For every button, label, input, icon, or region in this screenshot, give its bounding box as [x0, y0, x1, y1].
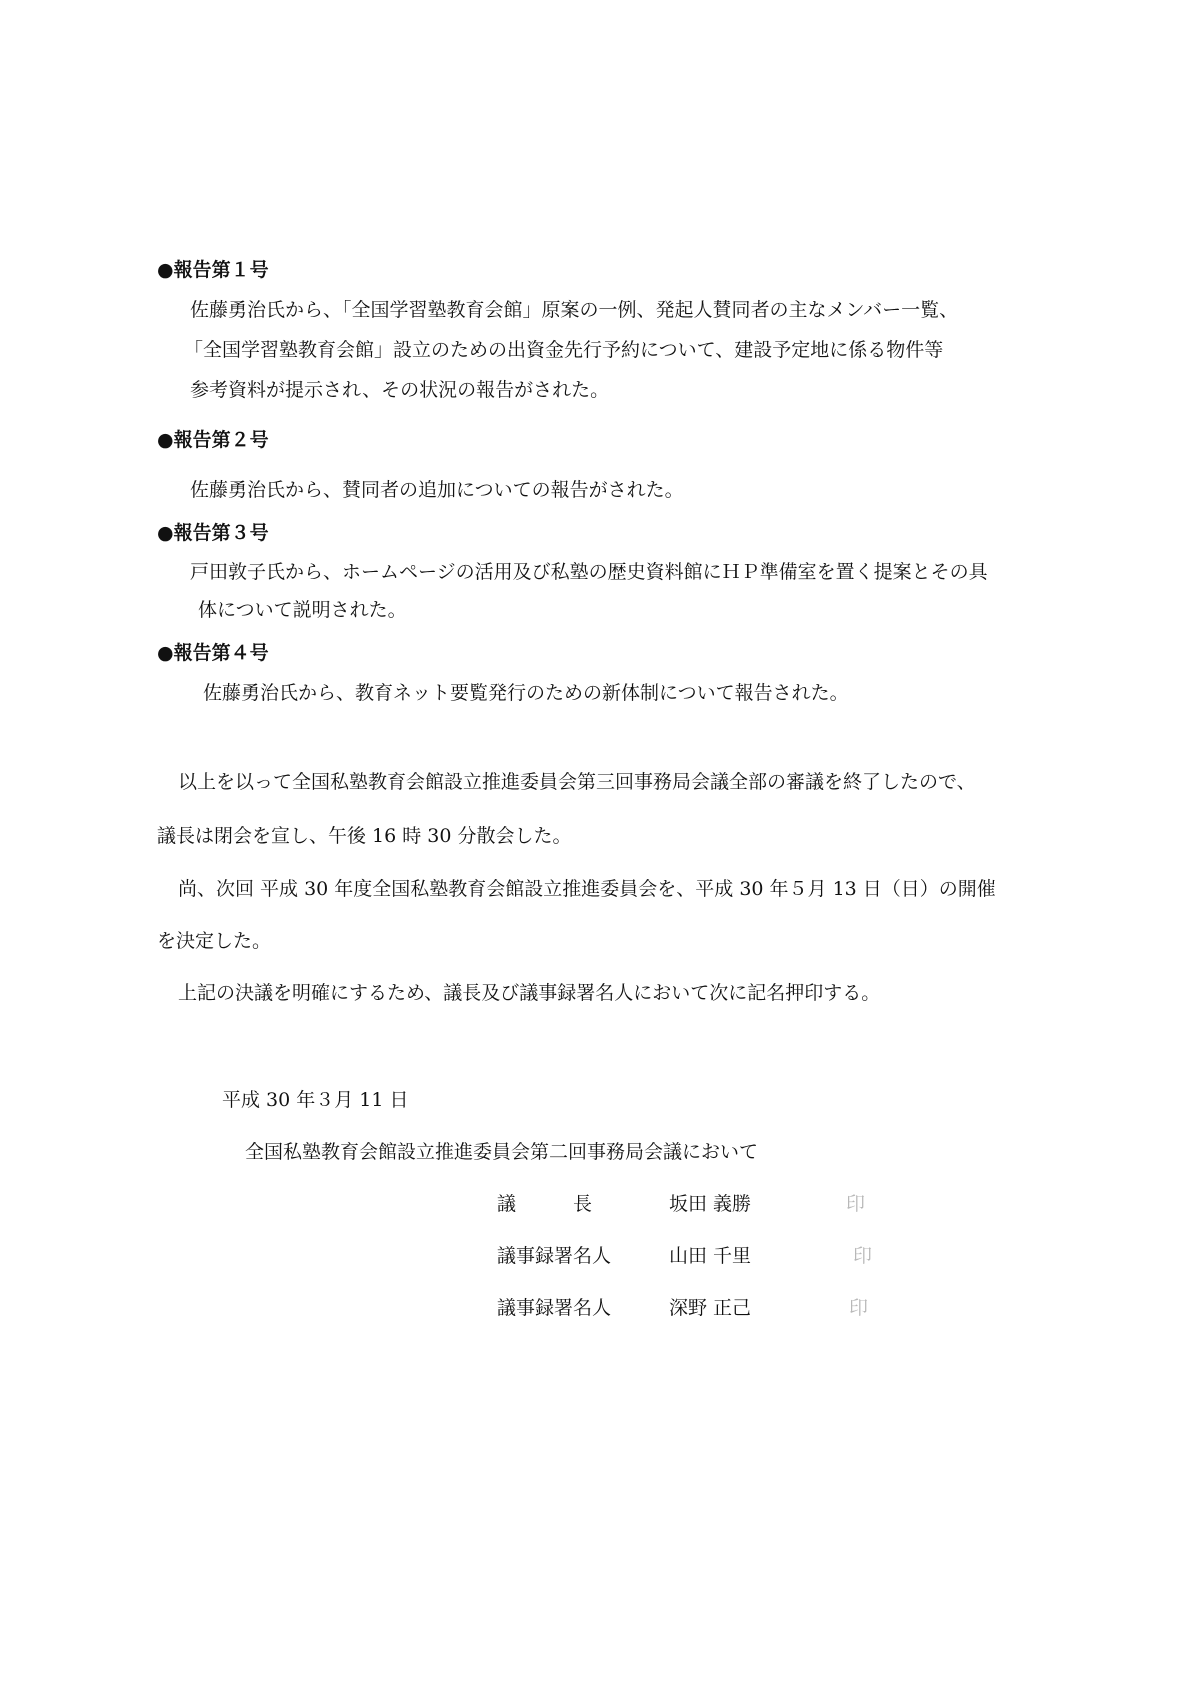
closing-line-1: 以上を以って全国私塾教育会館設立推進委員会第三回事務局会議全部の審議を終了したので、: [178, 771, 976, 793]
closing-line-3: 尚、次回 平成 30 年度全国私塾教育会館設立推進委員会を、平成 30 年５月 13 日（日）の開催: [178, 878, 996, 900]
report-1-line-1: 佐藤勇治氏から、「全国学習塾教育会館」原案の一例、発起人賛同者の主なメンバー一覧、: [190, 299, 959, 321]
report-2-line-1: 佐藤勇治氏から、賛同者の追加についての報告がされた。: [190, 479, 684, 501]
report-3-line-1: 戸田敦子氏から、ホームページの活用及び私塾の歴史資料館にＨＰ準備室を置く提案とその具: [190, 561, 988, 583]
report-3-heading: ●報告第３号: [157, 522, 269, 544]
seal-mark-1: 印: [846, 1193, 866, 1215]
closing-line-5: 上記の決議を明確にするため、議長及び議事録署名人において次に記名押印する。: [178, 982, 881, 1004]
seal-mark-3: 印: [849, 1297, 869, 1319]
meeting-name: 全国私塾教育会館設立推進委員会第二回事務局会議において: [245, 1141, 759, 1163]
report-1-line-3: 参考資料が提示され、その状況の報告がされた。: [190, 379, 610, 401]
report-1-line-2: 「全国学習塾教育会館」設立のための出資金先行予約について、建設予定地に係る物件等: [184, 339, 944, 361]
minutes-date: 平成 30 年３月 11 日: [222, 1089, 409, 1111]
seal-mark-2: 印: [853, 1245, 873, 1267]
report-3-line-2: 体について説明された。: [198, 599, 407, 621]
report-2-heading: ●報告第２号: [157, 429, 269, 451]
signature-name-1: 坂田 義勝: [669, 1193, 752, 1215]
closing-line-2: 議長は閉会を宣し、午後 16 時 30 分散会した。: [157, 825, 572, 847]
signature-role-1: 議 長: [497, 1193, 593, 1215]
signature-role-2: 議事録署名人: [497, 1245, 612, 1267]
report-4-line-1: 佐藤勇治氏から、教育ネット要覧発行のための新体制について報告された。: [203, 682, 849, 704]
report-4-heading: ●報告第４号: [157, 642, 269, 664]
signature-name-3: 深野 正己: [669, 1297, 752, 1319]
report-1-heading: ●報告第１号: [157, 259, 269, 281]
closing-line-4: を決定した。: [157, 930, 272, 952]
signature-role-3: 議事録署名人: [497, 1297, 612, 1319]
signature-name-2: 山田 千里: [669, 1245, 752, 1267]
